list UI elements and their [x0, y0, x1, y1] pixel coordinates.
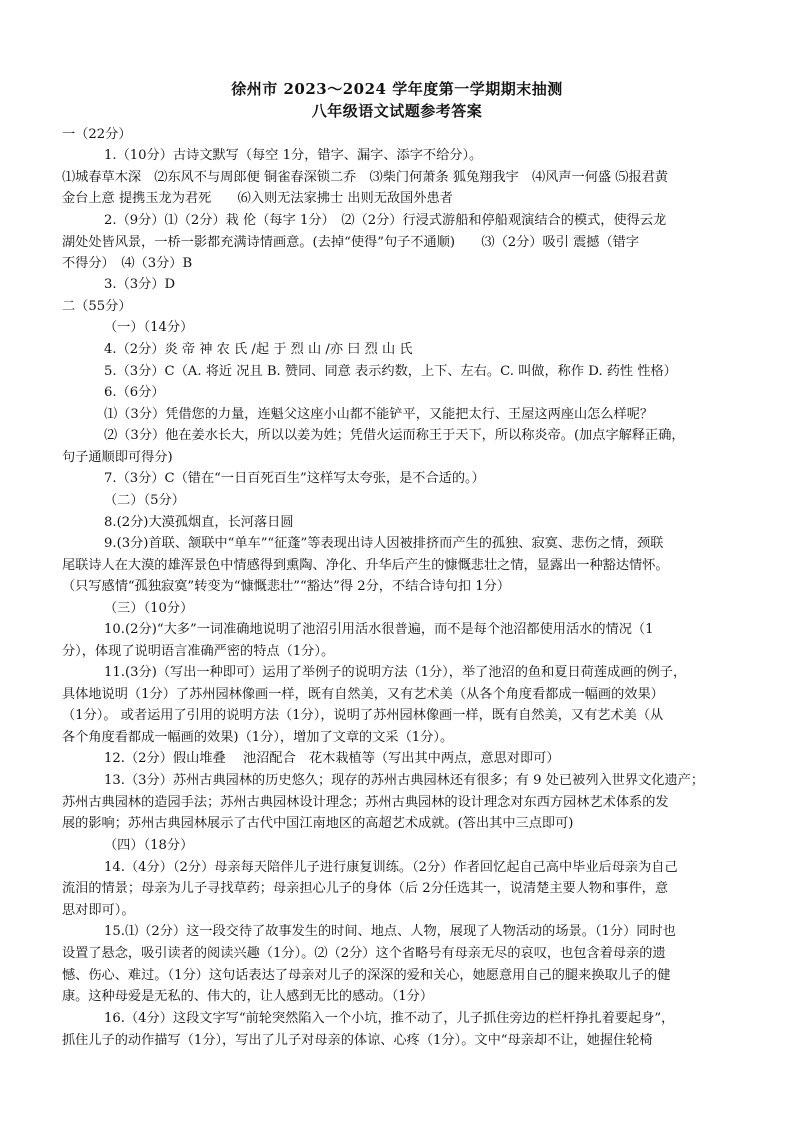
- answer-line: （三）（10分）: [104, 601, 194, 616]
- answer-line: 句子通顺即可得分): [62, 450, 173, 465]
- answer-line: 金台上意 提携玉龙为君死 ⑹入则无法家拂士 出则无敌国外患者: [62, 191, 453, 206]
- answer-line: （只写感情“孤独寂寞”转变为“慷慨悲壮”“豁达”得 2分，不结合诗句扣 1分）: [62, 579, 511, 594]
- answer-line: 13.（3分）苏州古典园林的历史悠久；现存的苏州古典园林还有很多；有 9 处已被列入世界文化遗产；: [104, 773, 705, 788]
- answer-line: 2.（9分）⑴（2分）栽 伦（每字 1分） ⑵（2分）行浸式游船和停船观演结合的模式，使得云龙: [104, 213, 667, 228]
- page-title: 徐州市 2023～2024 学年度第一学期期末抽测: [231, 80, 563, 98]
- answer-line: （1分）。 或者运用了引用的说明方法（1分），说明了苏州园林像画一样，既有自然美，又有艺术美（从: [62, 708, 664, 723]
- answer-line: 5.（3分）C（A. 将近 况且 B. 赞同、同意 表示约数，上下、左右。C. 叫做，称作 D. 药性 性格）: [104, 364, 677, 379]
- answer-line: 1.（10分）古诗文默写（每空 1分，错字、漏字、添字不给分）。: [104, 148, 483, 163]
- answer-line: （一）（14分）: [104, 320, 194, 335]
- answer-line: 6.（6分）: [104, 385, 165, 400]
- answer-line: 具体地说明（1分）了苏州园林像画一样，既有自然美，又有艺术美（从各个角度看都成一幅画的效果）: [62, 687, 664, 702]
- answer-line: 4.（2分）炎 帝 神 农 氏 /起 于 烈 山 /亦 曰 烈 山 氏: [104, 342, 413, 357]
- answer-line: 3.（3分）D: [104, 277, 176, 292]
- answer-line: 8.(2分)大漠孤烟直，长河落日圆: [104, 515, 294, 530]
- answer-line: 12.（2分）假山堆叠 池沼配合 花木栽植等（写出其中两点，意思对即可）: [104, 751, 560, 766]
- answer-line: 康。这种母爱是无私的、伟大的，让人感到无比的感动。（1分）: [62, 989, 434, 1004]
- answer-line: 9.(3分)首联、颔联中“单车”“征蓬”等表现出诗人因被排挤而产生的孤独、寂寞、悲伤之情，颈联: [104, 536, 664, 551]
- answer-line: （二）（5分）: [104, 493, 185, 508]
- answer-line: 一（22分）: [62, 127, 132, 142]
- answer-line: 思对即可）。: [62, 903, 135, 918]
- answer-line: ⑴城春草木深 ⑵东风不与周郎便 铜雀春深锁二乔 ⑶柴门何萧条 狐兔翔我宇 ⑷风声一何盛 ⑸报君黄: [62, 170, 669, 185]
- answer-line: 憾、伤心、难过。（1分）这句话表达了母亲对儿子的深深的爱和关心，她愿意用自己的腿来换取儿子的健: [62, 968, 671, 983]
- answer-line: ⑴（3分）凭借您的力量，连魁父这座小山都不能铲平，又能把太行、王屋这两座山怎么样呢？: [104, 407, 654, 422]
- answer-line: 湖处处皆风景，一桥一影都充满诗情画意。(去掉“使得”句子不通顺) ⑶（2分）吸引 震撼（错字: [62, 235, 640, 250]
- answer-line: 各个角度看都成一幅画的效果)（1分），增加了文章的文采（1分）。: [62, 730, 454, 745]
- answer-line: 分），体现了说明语言准确严密的特点（1分）。: [62, 644, 335, 659]
- answer-line: 抓住儿子的动作描写（1分），写出了儿子对母亲的体谅、心疼（1分）。文中“母亲却不让，她握住轮椅: [62, 1033, 653, 1048]
- answer-line: 苏州古典园林的造园手法；苏州古典园林设计理念；苏州古典园林的设计理念对东西方园林艺术体系的发: [62, 795, 669, 810]
- answer-line: ⑵（3分）他在姜水长大，所以以姜为姓；凭借火运而称王于天下，所以称炎帝。(加点字解释正确，: [104, 428, 685, 443]
- answer-line: 设置了悬念，吸引读者的阅读兴趣（1分）。⑵（2分）这个省略号有母亲无尽的哀叹，也包含着母亲的遗: [62, 946, 666, 961]
- answer-line: 7.（3分）C（错在“一日百死百生”这样写太夸张，是不合适的。）: [104, 471, 485, 486]
- answer-line: 16.（4分）这段文字写“前轮突然陷入一个小坑，推不动了，儿子抓住旁边的栏杆挣扎着要起身”，: [104, 1011, 675, 1026]
- answer-line: 10.(2分)“大多”一词准确地说明了池沼引用活水很普遍，而不是每个池沼都使用活水的情况（1: [104, 622, 654, 637]
- answer-line: 尾联诗人在大漠的雄浑景色中情感得到熏陶、净化、升华后产生的慷慨悲壮之情，显露出一种豁达情怀。: [62, 558, 669, 573]
- answer-line: （四）（18分）: [104, 838, 194, 853]
- answer-line: 流泪的情景；母亲为儿子寻找草药；母亲担心儿子的身体（后 2分任选其一，说清楚主要人物和事件，意: [62, 881, 669, 896]
- answer-line: 11.(3分)（写出一种即可）运用了举例子的说明方法（1分），举了池沼的鱼和夏日荷莲成画的例子，: [104, 665, 687, 680]
- answer-line: 14.（4分）（2分）母亲每天陪伴儿子进行康复训练。（2分）作者回忆起自己高中毕业后母亲为自己: [104, 860, 678, 875]
- answer-line: 二（55分）: [62, 299, 132, 314]
- answer-line: 不得分） ⑷（3分）B: [62, 256, 193, 271]
- page-subtitle: 八年级语文试题参考答案: [311, 102, 483, 120]
- answer-line: 展的影响；苏州古典园林展示了古代中国江南地区的高超艺术成就。(答出其中三点即可): [62, 816, 574, 831]
- answer-line: 15.⑴（2分）这一段交待了故事发生的时间、地点、人物，展现了人物活动的场景。（1分）同时也: [104, 924, 676, 939]
